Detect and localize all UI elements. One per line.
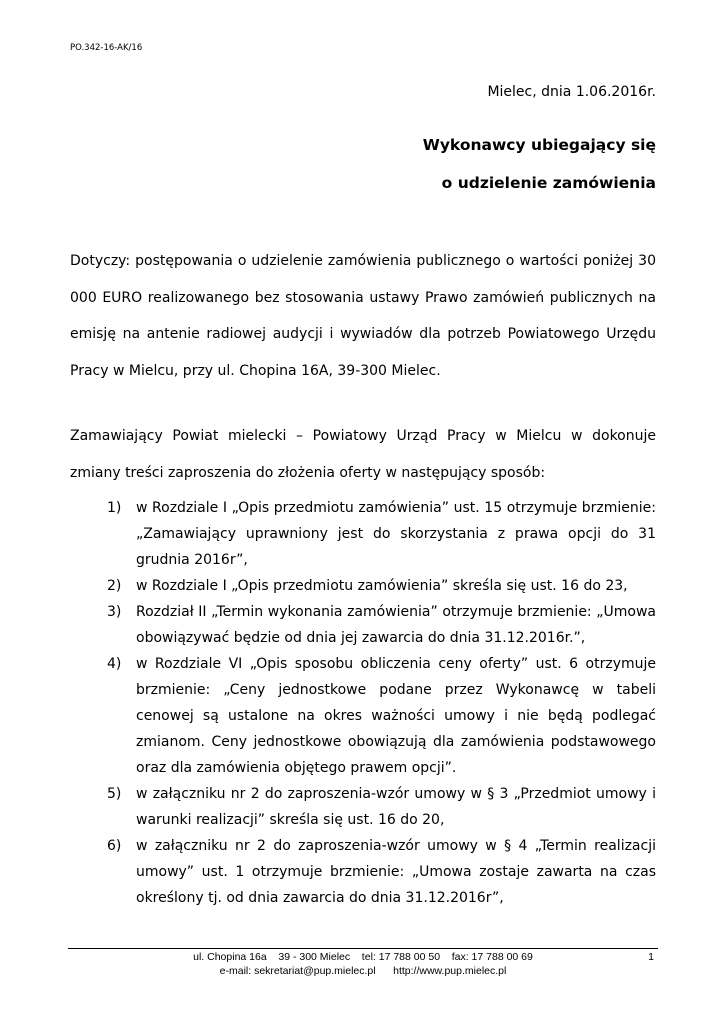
list-item-text: w załączniku nr 2 do zaproszenia-wzór umowy w § 4 „Termin realizacji umowy” ust. 1 otrzymuje brzmienie: „Umowa zostaje zawarta na czas określony tj. od dnia zawarcia do dnia 31.12.2016r”, xyxy=(136,838,656,906)
document-date: Mielec, dnia 1.06.2016r. xyxy=(487,84,656,100)
list-item-text: w Rozdziale I „Opis przedmiotu zamówienia” ust. 15 otrzymuje brzmienie: „Zamawiający uprawniony jest do skorzystania z prawa opcji do 31 grudnia 2016r”, xyxy=(136,500,656,568)
list-item-number: 5) xyxy=(107,786,122,802)
changes-list xyxy=(107,495,656,911)
subject-paragraph: Dotyczy: postępowania o udzielenie zamówienia publicznego o wartości poniżej 30 000 EURO realizowanego bez stosowania ustawy Prawo zamówień publicznych na emisję na antenie radiowej audycji i wywiadów dla potrzeb Powiatowego Urzędu Pracy w Mielcu, przy ul. Chopina 16A, 39-300 Mielec. xyxy=(70,253,656,379)
addressee-title-line2: o udzielenie zamówienia xyxy=(441,174,656,192)
list-item xyxy=(107,573,656,599)
page-number: 1 xyxy=(648,951,654,963)
addressee-title-line1: Wykonawcy ubiegający się xyxy=(422,136,656,154)
list-item-number: 2) xyxy=(107,578,122,594)
list-item-text: w Rozdziale VI „Opis sposobu obliczenia ceny oferty” ust. 6 otrzymuje brzmienie: „Ceny jednostkowe podane przez Wykonawcę w tabeli cenowej są ustalone na okres ważności umowy i nie będą podlegać zmianom. Ceny jednostkowe obowiązują dla zamówienia podstawowego oraz dla zamówienia objętego prawem opcji”. xyxy=(136,656,656,776)
list-item-number: 6) xyxy=(107,838,122,854)
list-item xyxy=(107,495,656,573)
list-item xyxy=(107,781,656,833)
list-item-number: 1) xyxy=(107,500,122,516)
intro-paragraph: Zamawiający Powiat mielecki – Powiatowy Urząd Pracy w Mielcu w dokonuje zmiany treści zaproszenia do złożenia oferty w następujący sposób: xyxy=(70,428,656,481)
list-item xyxy=(107,833,656,911)
list-item-number: 3) xyxy=(107,604,122,620)
list-item xyxy=(107,651,656,781)
footer-divider xyxy=(68,948,658,949)
list-item xyxy=(107,599,656,651)
footer-address: ul. Chopina 16a 39 - 300 Mielec tel: 17 788 00 50 fax: 17 788 00 69 xyxy=(193,951,533,963)
list-item-text: w Rozdziale I „Opis przedmiotu zamówienia” skreśla się ust. 16 do 23, xyxy=(136,578,628,594)
footer-contact: e-mail: sekretariat@pup.mielec.pl http://www.pup.mielec.pl xyxy=(219,965,507,977)
list-item-text: w załączniku nr 2 do zaproszenia-wzór umowy w § 3 „Przedmiot umowy i warunki realizacji” skreśla się ust. 16 do 20, xyxy=(136,786,656,828)
list-item-text: Rozdział II „Termin wykonania zamówienia” otrzymuje brzmienie: „Umowa obowiązywać będzie od dnia jej zawarcia do dnia 31.12.2016r.”, xyxy=(136,604,656,646)
list-item-number: 4) xyxy=(107,656,122,672)
document-reference: PO.342-16-AK/16 xyxy=(70,43,143,53)
